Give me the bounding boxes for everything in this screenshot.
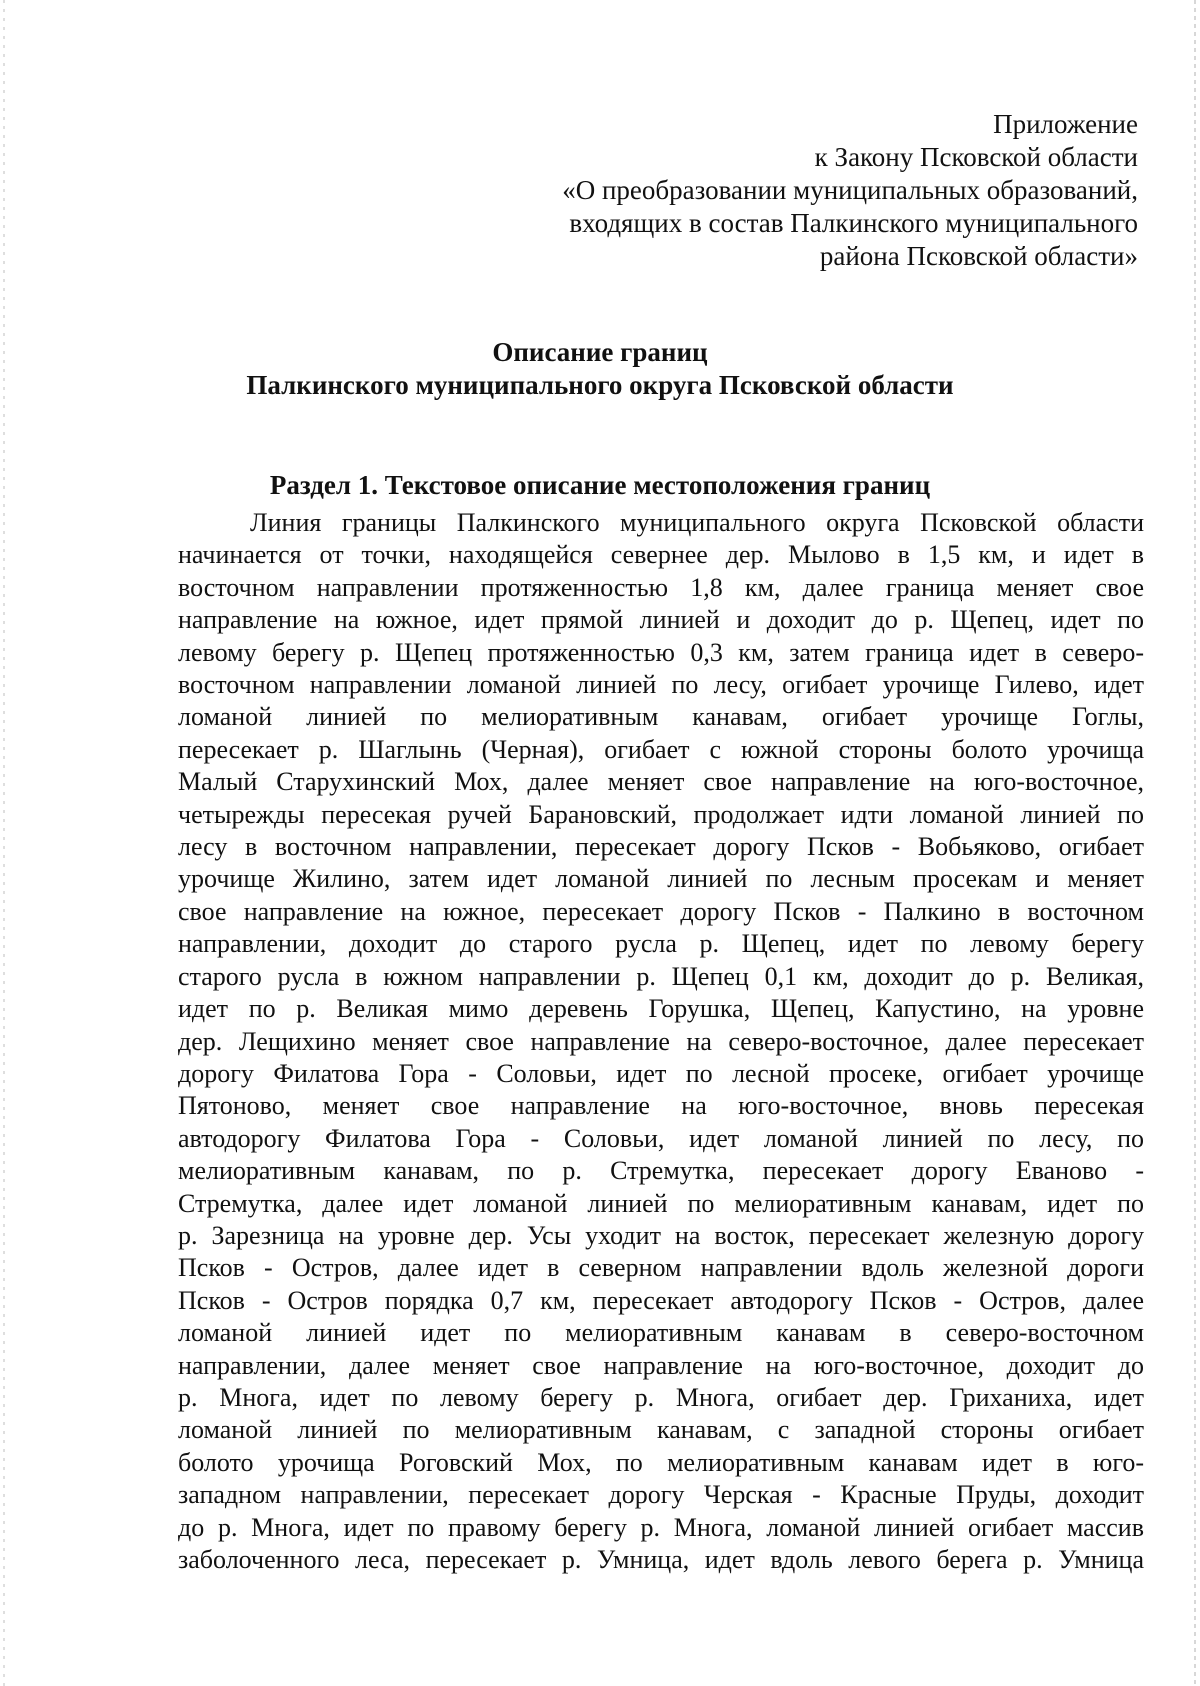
body-line: ломаной линией по мелиоративным канавам, огибает урочище Гоглы, [178, 702, 1144, 732]
body-line: западном направлении, пересекает дорогу Черская - Красные Пруды, доходит [178, 1480, 1144, 1510]
body-line: урочище Жилино, затем идет ломаной линией по лесным просекам и меняет [178, 864, 1144, 894]
scan-edge-right [1194, 0, 1196, 1686]
title-line-2: Палкинского муниципального округа Псковской области [246, 370, 954, 400]
body-line: Стремутка, далее идет ломаной линией по мелиоративным канавам, идет по [178, 1188, 1144, 1218]
body-line: Линия границы Палкинского муниципального округа Псковской области [250, 508, 1144, 537]
appendix-line: Приложение [993, 109, 1138, 139]
body-line: четырежды пересекая ручей Барановский, продолжает идти ломаной линией по [178, 799, 1144, 829]
body-line: свое направление на южное, пересекает дорогу Псков - Палкино в восточном [178, 896, 1144, 926]
scan-edge-left [3, 0, 5, 1686]
body-line: болото урочища Роговский Мох, по мелиоративным канавам идет в юго- [178, 1447, 1144, 1477]
section-heading: Раздел 1. Текстовое описание местоположения границ [269, 470, 931, 500]
appendix-line: района Псковской области» [819, 241, 1138, 271]
body-line: восточном направлении протяженностью 1,8 км, далее граница меняет свое [178, 572, 1144, 602]
body-line: старого русла в южном направлении р. Щепец 0,1 км, доходит до р. Великая, [178, 961, 1144, 991]
body-line: Псков - Остров, далее идет в северном направлении вдоль железной дороги [178, 1253, 1144, 1283]
body-line: направлении, далее меняет свое направление на юго-восточное, доходит до [178, 1350, 1144, 1380]
title-line-1: Описание границ [492, 337, 708, 367]
body-line: начинается от точки, находящейся севернее дер. Мылово в 1,5 км, и идет в [178, 540, 1144, 570]
body-line: Пятоново, меняет свое направление на юго-восточное, вновь пересекая [178, 1091, 1144, 1121]
body-line: ломаной линией по мелиоративным канавам, с западной стороны огибает [178, 1415, 1144, 1445]
body-line: лесу в восточном направлении, пересекает дорогу Псков - Вобьяково, огибает [178, 832, 1144, 862]
appendix-line: «О преобразовании муниципальных образований, [562, 175, 1138, 205]
body-paragraph [178, 507, 1144, 1576]
body-line: до р. Многа, идет по правому берегу р. Многа, ломаной линией огибает массив [178, 1512, 1144, 1542]
body-line: левому берегу р. Щепец протяженностью 0,3 км, затем граница идет в северо- [178, 637, 1144, 667]
body-line: пересекает р. Шаглынь (Черная), огибает с южной стороны болото урочища [178, 734, 1144, 764]
body-line: р. Зарезница на уровне дер. Усы уходит на восток, пересекает железную дорогу [178, 1220, 1144, 1250]
body-line: Малый Старухинский Мох, далее меняет свое направление на юго-восточное, [178, 767, 1144, 797]
document-title [0, 336, 1200, 402]
body-line: дорогу Филатова Гора - Соловьи, идет по лесной просеке, огибает урочище [178, 1058, 1144, 1088]
body-line: автодорогу Филатова Гора - Соловьи, идет ломаной линией по лесу, по [178, 1123, 1144, 1153]
body-line: заболоченного леса, пересекает р. Умница, идет вдоль левого берега р. Умница [178, 1545, 1144, 1574]
body-line: идет по р. Великая мимо деревень Горушка, Щепец, Капустино, на уровне [178, 994, 1144, 1024]
body-line: мелиоративным канавам, по р. Стремутка, пересекает дорогу Еваново - [178, 1156, 1144, 1186]
body-line: ломаной линией идет по мелиоративным канавам в северо-восточном [178, 1318, 1144, 1348]
appendix-line: к Закону Псковской области [814, 142, 1138, 172]
body-line: Псков - Остров порядка 0,7 км, пересекает автодорогу Псков - Остров, далее [178, 1285, 1144, 1315]
body-line: р. Многа, идет по левому берегу р. Многа, огибает дер. Гриханиха, идет [178, 1382, 1144, 1412]
appendix-line: входящих в состав Палкинского муниципального [569, 208, 1138, 238]
appendix-header [438, 108, 1138, 273]
body-line: направление на южное, идет прямой линией и доходит до р. Щепец, идет по [178, 605, 1144, 635]
body-line: дер. Лещихино меняет свое направление на северо-восточное, далее пересекает [178, 1026, 1144, 1056]
body-line: восточном направлении ломаной линией по лесу, огибает урочище Гилево, идет [178, 670, 1144, 700]
body-line: направлении, доходит до старого русла р. Щепец, идет по левому берегу [178, 929, 1144, 959]
